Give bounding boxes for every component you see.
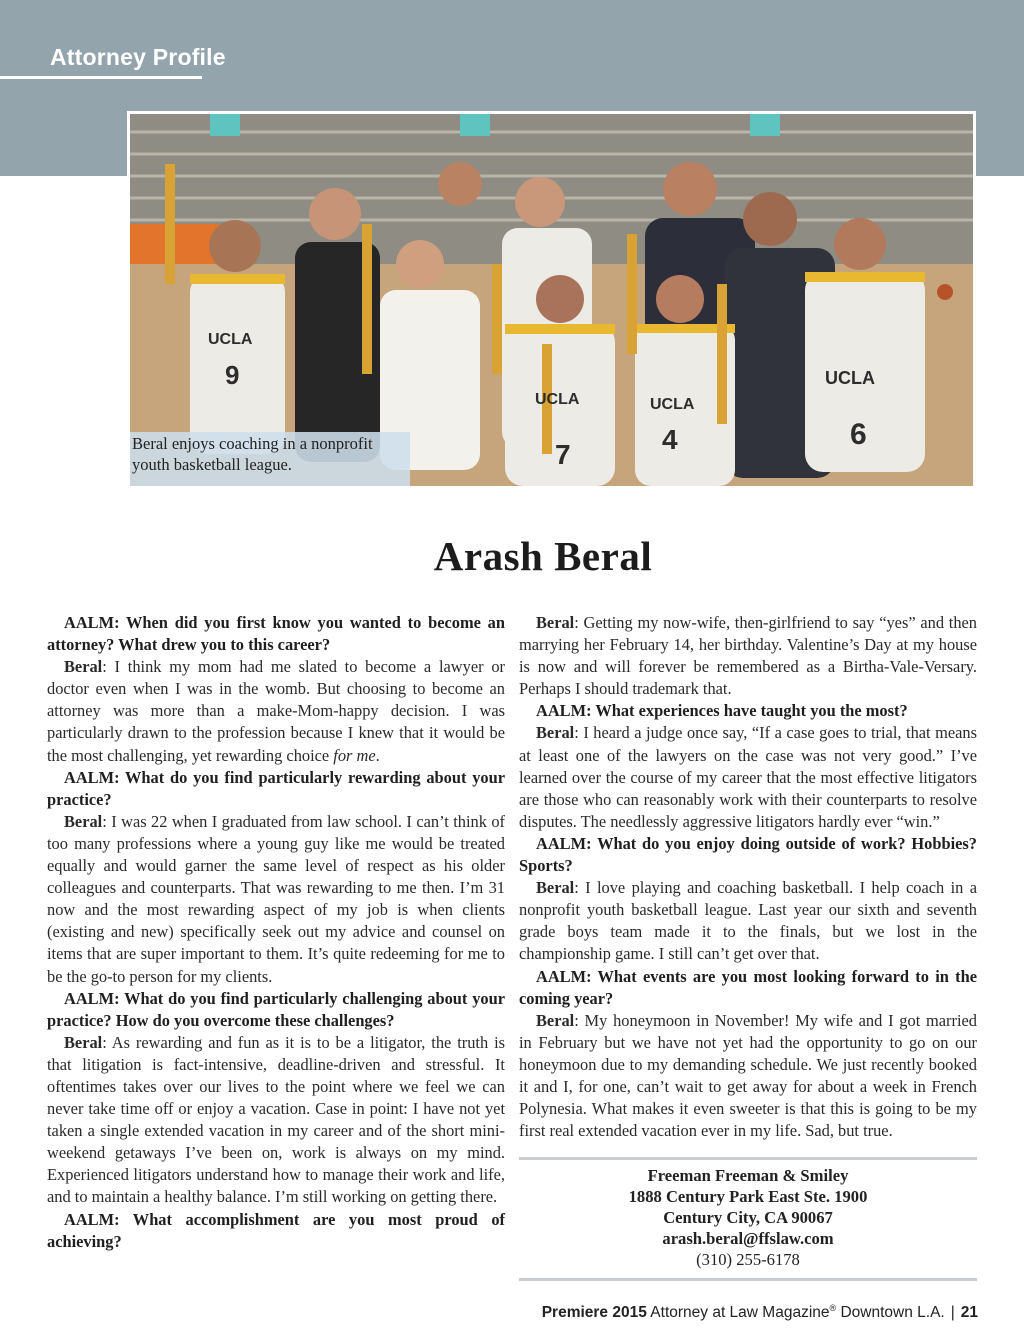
footer-magazine: Attorney at Law Magazine bbox=[650, 1304, 830, 1322]
page-number: 21 bbox=[960, 1304, 978, 1322]
jersey-number: 6 bbox=[850, 418, 867, 451]
contact-email[interactable]: arash.beral@ffslaw.com bbox=[662, 1229, 834, 1248]
jersey-label: UCLA bbox=[535, 391, 580, 408]
jersey-label: UCLA bbox=[208, 331, 253, 348]
speaker-name: Beral bbox=[64, 1032, 103, 1052]
interview-question: AALM: What do you enjoy doing outside of work? Hobbies? Sports? bbox=[519, 833, 977, 876]
footer-edition: Downtown L.A. bbox=[840, 1304, 945, 1322]
answer-text: : I heard a judge once say, “If a case goes to trial, that means at least one of the lawyers on the case was not very good.” I’ve learned over the course of my career that the most effective litigators are those who can reasonably work with their counterparts to resolve disputes. The needlessly aggressive litigators hardly ever “win.” bbox=[519, 723, 977, 831]
answer-emphasis: for me bbox=[333, 745, 376, 765]
answer-text: : Getting my now-wife, then-girlfriend to say “yes” and then marrying her February 14, her birthday. Valentine’s Day at my house is now and will forever be remembered as a Birtha-Vale-Versary. Perhaps I should trademark that. bbox=[519, 613, 977, 699]
team-photo-illustration bbox=[130, 114, 973, 486]
firm-name: Freeman Freeman & Smiley bbox=[647, 1166, 849, 1185]
speaker-name: Beral bbox=[536, 1010, 575, 1030]
interview-answer bbox=[519, 1010, 977, 1143]
footer-issue: Premiere 2015 bbox=[541, 1304, 647, 1322]
article-column-right bbox=[519, 612, 977, 1142]
answer-text: : My honeymoon in November! My wife and I got married in February but we have not yet had the opportunity to go on our honeymoon due to my demanding schedule. We just recently booked it and I, for one, can’t wait to get away for about a week in French Polynesia. What makes it even sweeter is that this is going to be my first real extended vacation ever in my life. Sad, but true. bbox=[519, 1010, 977, 1141]
interview-question: AALM: What events are you most looking forward to in the coming year? bbox=[519, 966, 977, 1008]
jersey-number: 7 bbox=[555, 439, 571, 470]
article-column-left bbox=[47, 612, 505, 1253]
answer-text: : I love playing and coaching basketball. I help coach in a nonprofit youth basketball league. Last year our sixth and seventh grade boys team made it to the finals, but we lost in the championship game. I still can’t get over that. bbox=[519, 878, 977, 964]
jersey-number: 4 bbox=[662, 424, 678, 455]
firm-address: 1888 Century Park East Ste. 1900 bbox=[628, 1187, 868, 1206]
speaker-name: Beral bbox=[536, 613, 575, 632]
interview-question: AALM: What accomplishment are you most proud of achieving? bbox=[47, 1209, 505, 1251]
interview-answer bbox=[519, 722, 977, 832]
interview-answer bbox=[47, 1032, 505, 1209]
answer-text: : I was 22 when I graduated from law school. I can’t think of too many professions where a young guy like me would be treated equally and would garner the same level of respect as his older colleagues and counterparts. That was rewarding to me then. I’m 31 now and the most rewarding aspect of my job is when clients (existing and new) specifically seek out my advice and counsel on items that are super important to them. It’s quite redeeming for me to be the go-to person for my clients. bbox=[47, 811, 505, 986]
interview-question: AALM: What experiences have taught you the most? bbox=[536, 701, 908, 721]
contact-phone: (310) 255-6178 bbox=[696, 1250, 800, 1269]
interview-answer bbox=[519, 877, 977, 965]
photo-caption: Beral enjoys coaching in a nonprofit youth basketball league. bbox=[130, 432, 410, 488]
answer-text: : As rewarding and fun as it is to be a litigator, the truth is that litigation is fact-intensive, deadline-driven and stressful. It oftentimes takes over our lives to the point where we feel we can never take time off or enjoy a vacation. Case in point: I have not yet taken a single extended vacation in my career and of the short mini-weekend getaways I’ve been on, work is always on my mind. Experienced litigators understand how to manage their work and life, and to maintain a healthy balance. I’m still working on getting there. bbox=[47, 1032, 505, 1207]
speaker-name: Beral bbox=[536, 878, 575, 898]
registered-mark: ® bbox=[829, 1303, 837, 1313]
interview-question: AALM: What do you find particularly rewarding about your practice? bbox=[47, 767, 505, 809]
speaker-name: Beral bbox=[64, 811, 103, 831]
interview-question: AALM: What do you find particularly challenging about your practice? How do you overcome these challenges? bbox=[47, 988, 505, 1030]
speaker-name: Beral bbox=[536, 723, 575, 743]
section-label: Attorney Profile bbox=[50, 44, 226, 70]
interview-answer bbox=[47, 811, 505, 988]
jersey-label: UCLA bbox=[650, 396, 695, 413]
speaker-name: Beral bbox=[64, 657, 103, 677]
jersey-number: 9 bbox=[225, 360, 240, 390]
team-photo bbox=[127, 111, 976, 489]
interview-answer bbox=[519, 612, 977, 700]
interview-answer bbox=[47, 656, 505, 766]
firm-city: Century City, CA 90067 bbox=[663, 1208, 833, 1227]
page-footer bbox=[542, 1303, 978, 1322]
answer-tail: . bbox=[375, 745, 380, 765]
answer-text: : I think my mom had me slated to become a lawyer or doctor even when I was in the womb. But choosing to become an attorney was more than a make-Mom-happy decision. I was particularly drawn to the profession because I knew that it would be the most challenging, yet rewarding choice bbox=[47, 657, 505, 765]
contact-block bbox=[519, 1157, 977, 1281]
footer-separator: | bbox=[950, 1304, 955, 1322]
section-underline bbox=[0, 76, 202, 79]
jersey-label: UCLA bbox=[825, 368, 875, 388]
interview-question: AALM: When did you first know you wanted to become an attorney? What drew you to this career? bbox=[47, 613, 505, 655]
profile-name: Arash Beral bbox=[433, 533, 653, 579]
